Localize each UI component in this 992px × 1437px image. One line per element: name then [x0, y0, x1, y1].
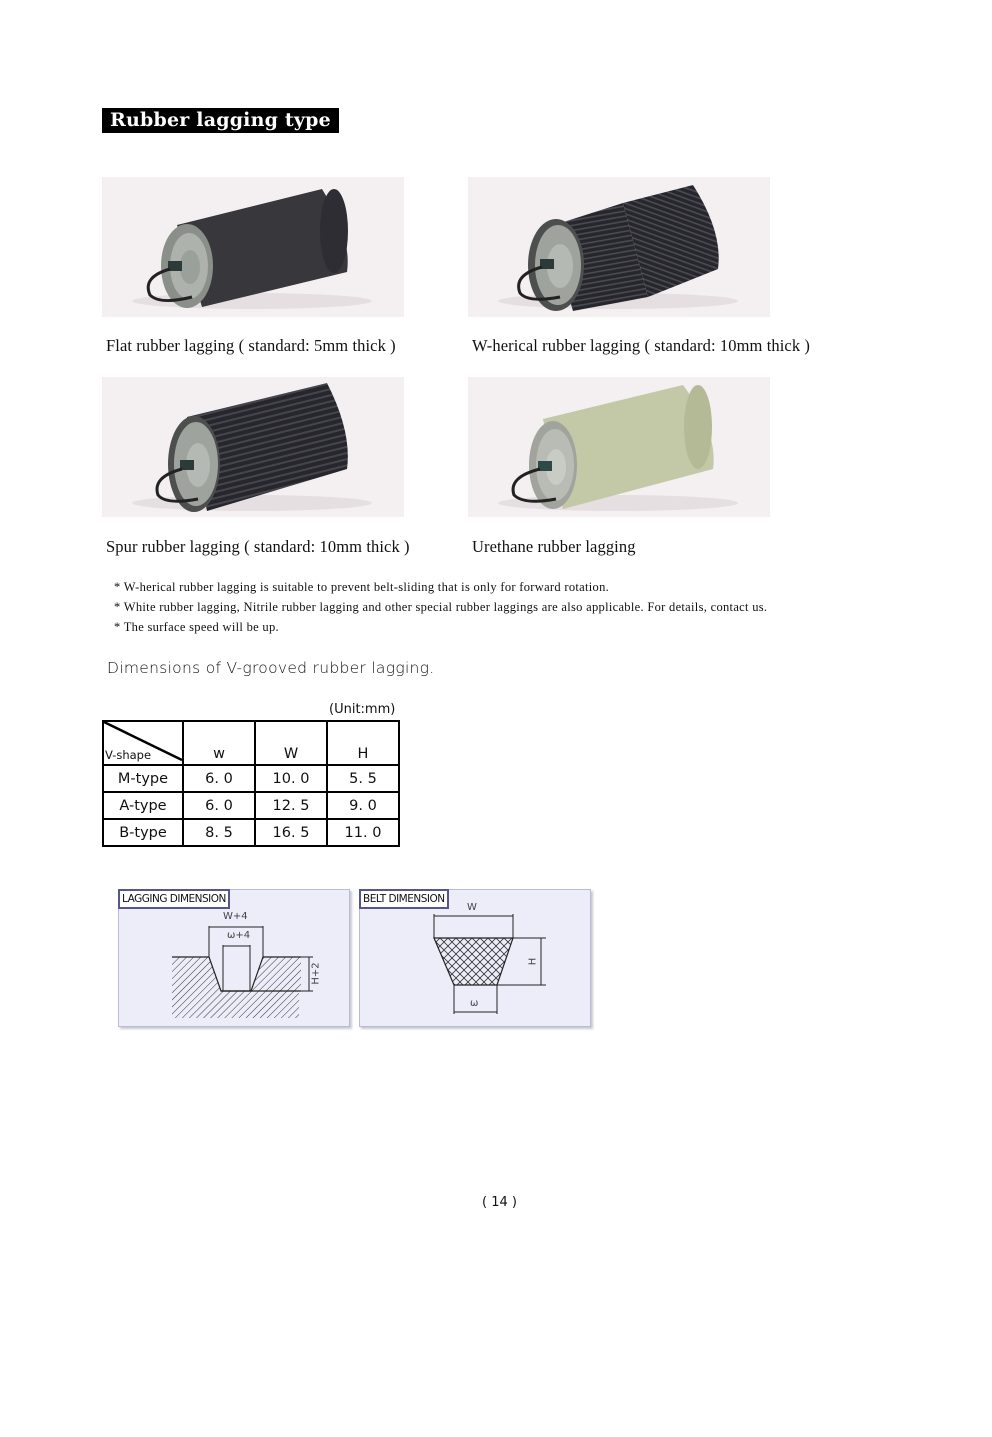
table-cell: 6. 0 [183, 765, 255, 792]
page-number: ( 14 ) [482, 1195, 517, 1210]
dimensions-table [102, 720, 400, 847]
note-line: * White rubber lagging, Nitrile rubber lagging and other special rubber laggings are also applicable. For details, contact us. [114, 600, 768, 614]
corner-cell [103, 721, 183, 765]
product-photo-spur-rubber [102, 377, 404, 517]
column-header: W [255, 721, 327, 765]
table-cell: 11. 0 [327, 819, 399, 846]
table-cell: 6. 0 [183, 792, 255, 819]
table-cell: 10. 0 [255, 765, 327, 792]
product-photo-w-herical-rubber [468, 177, 770, 317]
belt-dimension-diagram [359, 889, 591, 1027]
dimension-bottom-width: ω+4 [227, 930, 251, 941]
corner-label: V-shape [105, 748, 152, 762]
product-caption: Flat rubber lagging ( standard: 5mm thick ) [106, 336, 396, 355]
lagging-dimension-diagram [118, 889, 350, 1027]
dimension-height: H [527, 957, 539, 966]
table-row [103, 792, 399, 819]
product-photo-urethane-rubber [468, 377, 770, 517]
row-label: A-type [103, 792, 183, 819]
dimension-top-width: W [467, 902, 477, 913]
table-cell: 8. 5 [183, 819, 255, 846]
diagram-label: LAGGING DIMENSION [118, 889, 230, 909]
column-header: w [183, 721, 255, 765]
column-header: H [327, 721, 399, 765]
product-photo-flat-rubber [102, 177, 404, 317]
note-line: * W-herical rubber lagging is suitable to prevent belt-sliding that is only for forward rotation. [114, 580, 610, 594]
dimensions-title: Dimensions of V-grooved rubber lagging. [107, 659, 435, 677]
table-row [103, 765, 399, 792]
table-cell: 12. 5 [255, 792, 327, 819]
dimension-bottom-width: ω [470, 998, 479, 1009]
table-row [103, 819, 399, 846]
unit-label: (Unit:mm) [329, 702, 396, 717]
product-caption: Spur rubber lagging ( standard: 10mm thick ) [106, 537, 410, 556]
row-label: B-type [103, 819, 183, 846]
page-title: Rubber lagging type [102, 108, 339, 133]
dimension-height: H+2 [310, 962, 322, 985]
product-caption: Urethane rubber lagging [472, 537, 636, 556]
dimension-top-width: W+4 [223, 911, 248, 922]
product-caption: W-herical rubber lagging ( standard: 10mm thick ) [472, 336, 811, 355]
diagram-label: BELT DIMENSION [359, 889, 449, 909]
note-line: * The surface speed will be up. [114, 620, 279, 634]
row-label: M-type [103, 765, 183, 792]
table-header-row [103, 721, 399, 765]
table-cell: 16. 5 [255, 819, 327, 846]
table-cell: 9. 0 [327, 792, 399, 819]
table-cell: 5. 5 [327, 765, 399, 792]
